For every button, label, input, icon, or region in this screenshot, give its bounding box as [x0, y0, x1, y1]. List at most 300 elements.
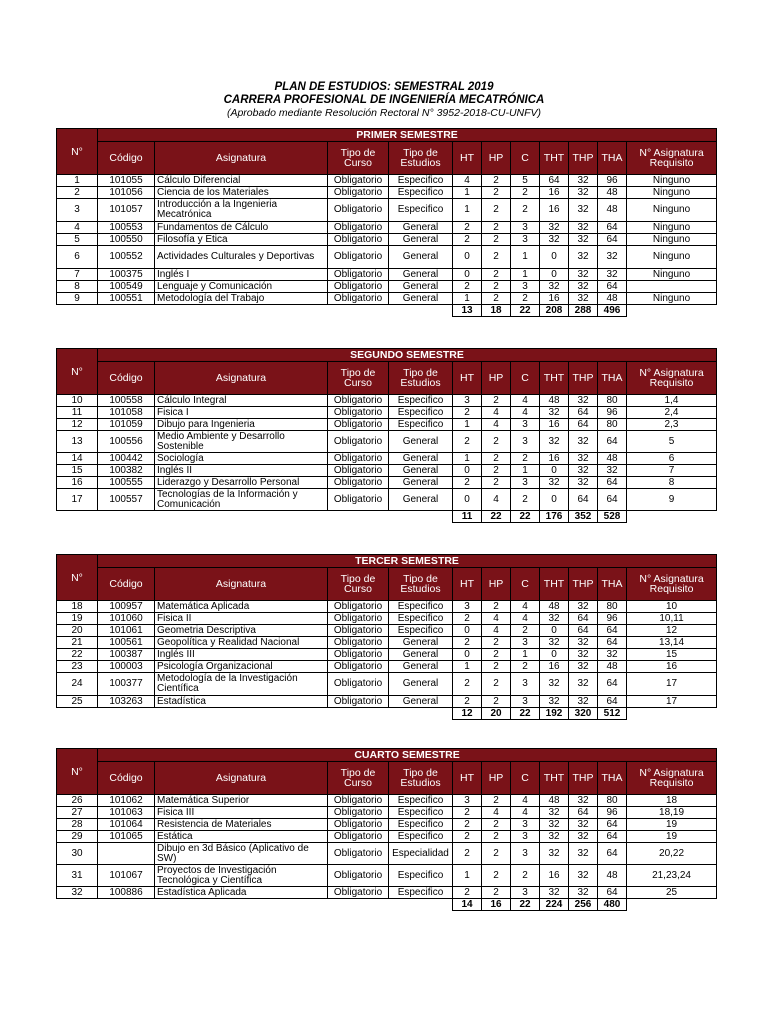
prerequisite: 21,23,24: [627, 865, 717, 887]
credits: 2: [511, 199, 540, 222]
header-hp: HP: [482, 362, 511, 395]
hours-practice: 2: [482, 465, 511, 477]
credits: 1: [511, 649, 540, 661]
course-type: Obligatorio: [328, 625, 389, 637]
row-number: 1: [57, 175, 98, 187]
hours-practice: 2: [482, 175, 511, 187]
total-hours-practice: 32: [569, 293, 598, 305]
total-hours-practice: 32: [569, 887, 598, 899]
row-number: 21: [57, 637, 98, 649]
course-type: Obligatorio: [328, 407, 389, 419]
credits: 3: [511, 637, 540, 649]
total-hours: 64: [598, 673, 627, 696]
hours-practice: 4: [482, 613, 511, 625]
total-hours-theory: 32: [540, 281, 569, 293]
study-type: General: [389, 477, 453, 489]
course-name: Geopolítica y Realidad Nacional: [155, 637, 328, 649]
total-hours-practice: 32: [569, 246, 598, 269]
credits: 5: [511, 175, 540, 187]
total-hours-theory: 32: [540, 431, 569, 453]
total-hours: 80: [598, 395, 627, 407]
credits: 3: [511, 673, 540, 696]
prerequisite: Ninguno: [627, 246, 717, 269]
hours-theory: 2: [453, 819, 482, 831]
total-hours: 64: [598, 431, 627, 453]
header-req: N° Asignatura Requisito: [627, 362, 717, 395]
total-hours-theory: 32: [540, 843, 569, 865]
prerequisite: 1,4: [627, 395, 717, 407]
hours-theory: 2: [453, 477, 482, 489]
course-row: [57, 819, 717, 831]
total-hours-theory: 32: [540, 637, 569, 649]
total-thp: 288: [569, 305, 598, 317]
study-type: Especialidad: [389, 843, 453, 865]
row-number: 29: [57, 831, 98, 843]
total-hours-practice: 32: [569, 199, 598, 222]
study-type: General: [389, 246, 453, 269]
course-code: [98, 843, 155, 865]
total-hours-theory: 32: [540, 887, 569, 899]
course-code: 101067: [98, 865, 155, 887]
course-row: [57, 293, 717, 305]
prerequisite: 15: [627, 649, 717, 661]
header-tht: THT: [540, 362, 569, 395]
header-hp: HP: [482, 142, 511, 175]
total-c: 22: [511, 511, 540, 523]
totals-spacer: [57, 511, 453, 523]
prerequisite: 2,4: [627, 407, 717, 419]
course-name: Fisica III: [155, 807, 328, 819]
hours-theory: 3: [453, 601, 482, 613]
total-hours-practice: 32: [569, 649, 598, 661]
course-name: Fisica I: [155, 407, 328, 419]
header-tipo-estudios: Tipo de Estudios: [389, 568, 453, 601]
semester-title: SEGUNDO SEMESTRE: [98, 349, 717, 362]
header-c: C: [511, 142, 540, 175]
header-codigo: Código: [98, 568, 155, 601]
course-row: [57, 795, 717, 807]
study-type: Especifico: [389, 601, 453, 613]
totals-row: [57, 511, 717, 523]
course-code: 100549: [98, 281, 155, 293]
total-hours-practice: 32: [569, 601, 598, 613]
totals-spacer-end: [627, 511, 717, 523]
total-tht: 224: [540, 899, 569, 911]
plan-title: PLAN DE ESTUDIOS: SEMESTRAL 2019: [274, 81, 494, 93]
course-row: [57, 269, 717, 281]
course-type: Obligatorio: [328, 887, 389, 899]
hours-theory: 2: [453, 281, 482, 293]
hours-practice: 4: [482, 625, 511, 637]
total-hours-practice: 32: [569, 696, 598, 708]
hours-practice: 2: [482, 222, 511, 234]
total-hours-theory: 0: [540, 246, 569, 269]
total-ht: 14: [453, 899, 482, 911]
hours-practice: 2: [482, 453, 511, 465]
totals-spacer: [57, 708, 453, 720]
course-type: Obligatorio: [328, 293, 389, 305]
course-code: 100377: [98, 673, 155, 696]
total-hours-theory: 64: [540, 175, 569, 187]
total-hours: 48: [598, 187, 627, 199]
course-row: [57, 431, 717, 453]
course-type: Obligatorio: [328, 807, 389, 819]
hours-theory: 2: [453, 407, 482, 419]
course-type: Obligatorio: [328, 795, 389, 807]
hours-theory: 2: [453, 222, 482, 234]
row-number: 11: [57, 407, 98, 419]
total-hours-theory: 0: [540, 625, 569, 637]
study-type: Especifico: [389, 613, 453, 625]
hours-theory: 1: [453, 199, 482, 222]
prerequisite: 19: [627, 831, 717, 843]
total-hours-theory: 16: [540, 453, 569, 465]
row-number: 7: [57, 269, 98, 281]
study-type: General: [389, 234, 453, 246]
hours-practice: 2: [482, 795, 511, 807]
total-hours-theory: 16: [540, 199, 569, 222]
course-name: Fisica II: [155, 613, 328, 625]
course-code: 101061: [98, 625, 155, 637]
course-type: Obligatorio: [328, 246, 389, 269]
course-code: 100550: [98, 234, 155, 246]
row-number: 9: [57, 293, 98, 305]
row-number: 15: [57, 465, 98, 477]
hours-theory: 0: [453, 625, 482, 637]
semester-title: CUARTO SEMESTRE: [98, 749, 717, 762]
credits: 3: [511, 819, 540, 831]
course-row: [57, 222, 717, 234]
hours-theory: 2: [453, 887, 482, 899]
total-hours-theory: 0: [540, 649, 569, 661]
study-type: Especifico: [389, 865, 453, 887]
credits: 3: [511, 419, 540, 431]
course-row: [57, 453, 717, 465]
row-number: 28: [57, 819, 98, 831]
semester-title: TERCER SEMESTRE: [98, 555, 717, 568]
prerequisite: 13,14: [627, 637, 717, 649]
total-hours-practice: 32: [569, 175, 598, 187]
study-type: Especifico: [389, 831, 453, 843]
header-n: N°: [57, 129, 98, 175]
total-hours: 96: [598, 407, 627, 419]
total-c: 22: [511, 708, 540, 720]
course-type: Obligatorio: [328, 673, 389, 696]
prerequisite: Ninguno: [627, 175, 717, 187]
row-number: 31: [57, 865, 98, 887]
totals-spacer-end: [627, 899, 717, 911]
hours-theory: 1: [453, 661, 482, 673]
total-hours-practice: 64: [569, 419, 598, 431]
total-thp: 256: [569, 899, 598, 911]
semester-table: [56, 348, 717, 523]
total-hours-theory: 32: [540, 819, 569, 831]
credits: 3: [511, 281, 540, 293]
totals-spacer: [57, 305, 453, 317]
course-name: Geometria Descriptiva: [155, 625, 328, 637]
course-type: Obligatorio: [328, 649, 389, 661]
prerequisite: 19: [627, 819, 717, 831]
course-code: 100556: [98, 431, 155, 453]
study-type: General: [389, 453, 453, 465]
course-type: Obligatorio: [328, 637, 389, 649]
total-hours-theory: 32: [540, 613, 569, 625]
study-type: Especifico: [389, 395, 453, 407]
total-hours: 64: [598, 831, 627, 843]
total-hours-practice: 32: [569, 843, 598, 865]
header-tha: THA: [598, 142, 627, 175]
header-thp: THP: [569, 762, 598, 795]
header-tipo-curso: Tipo de Curso: [328, 568, 389, 601]
total-hours: 64: [598, 637, 627, 649]
total-hours-practice: 32: [569, 477, 598, 489]
header-tha: THA: [598, 568, 627, 601]
course-code: 103263: [98, 696, 155, 708]
course-code: 100003: [98, 661, 155, 673]
total-hours-theory: 32: [540, 807, 569, 819]
prerequisite: 17: [627, 696, 717, 708]
course-name: Cálculo Diferencial: [155, 175, 328, 187]
course-type: Obligatorio: [328, 601, 389, 613]
row-number: 5: [57, 234, 98, 246]
total-hours: 96: [598, 175, 627, 187]
course-row: [57, 234, 717, 246]
row-number: 20: [57, 625, 98, 637]
course-name: Inglés II: [155, 465, 328, 477]
row-number: 22: [57, 649, 98, 661]
study-type: General: [389, 269, 453, 281]
credits: 3: [511, 831, 540, 843]
header-ht: HT: [453, 142, 482, 175]
prerequisite: Ninguno: [627, 222, 717, 234]
prerequisite: Ninguno: [627, 234, 717, 246]
prerequisite: 5: [627, 431, 717, 453]
course-row: [57, 613, 717, 625]
study-type: General: [389, 673, 453, 696]
total-hours: 80: [598, 601, 627, 613]
semester-table: [56, 554, 717, 720]
total-hours: 80: [598, 419, 627, 431]
course-row: [57, 419, 717, 431]
document-header: [0, 81, 768, 119]
hours-theory: 2: [453, 431, 482, 453]
total-hours-theory: 48: [540, 601, 569, 613]
course-name: Proyectos de Investigación Tecnológica y Científica: [155, 865, 328, 887]
credits: 4: [511, 795, 540, 807]
total-hours-theory: 16: [540, 419, 569, 431]
total-ht: 12: [453, 708, 482, 720]
prerequisite: 9: [627, 489, 717, 511]
total-hours: 32: [598, 269, 627, 281]
course-row: [57, 199, 717, 222]
course-code: 100553: [98, 222, 155, 234]
hours-theory: 2: [453, 673, 482, 696]
row-number: 12: [57, 419, 98, 431]
credits: 1: [511, 246, 540, 269]
course-row: [57, 477, 717, 489]
course-name: Dibujo en 3d Básico (Aplicativo de SW): [155, 843, 328, 865]
course-row: [57, 489, 717, 511]
prerequisite: 18: [627, 795, 717, 807]
study-type: General: [389, 293, 453, 305]
course-type: Obligatorio: [328, 819, 389, 831]
total-tha: 512: [598, 708, 627, 720]
course-row: [57, 465, 717, 477]
course-name: Metodología de la Investigación Científica: [155, 673, 328, 696]
total-hours: 64: [598, 489, 627, 511]
row-number: 4: [57, 222, 98, 234]
study-type: Especifico: [389, 819, 453, 831]
total-hours-theory: 32: [540, 234, 569, 246]
course-type: Obligatorio: [328, 831, 389, 843]
row-number: 13: [57, 431, 98, 453]
course-code: 101064: [98, 819, 155, 831]
course-row: [57, 865, 717, 887]
course-name: Metodología del Trabajo: [155, 293, 328, 305]
total-hours: 32: [598, 649, 627, 661]
semester-table: [56, 128, 717, 317]
header-tipo-estudios: Tipo de Estudios: [389, 362, 453, 395]
total-hours-practice: 32: [569, 465, 598, 477]
row-number: 14: [57, 453, 98, 465]
course-code: 101059: [98, 419, 155, 431]
course-code: 101062: [98, 795, 155, 807]
total-hours-theory: 48: [540, 795, 569, 807]
total-hours: 32: [598, 465, 627, 477]
hours-theory: 0: [453, 269, 482, 281]
total-hours-practice: 32: [569, 222, 598, 234]
course-type: Obligatorio: [328, 613, 389, 625]
hours-practice: 2: [482, 819, 511, 831]
total-hours-practice: 32: [569, 819, 598, 831]
credits: 3: [511, 843, 540, 865]
hours-practice: 2: [482, 477, 511, 489]
total-hours-practice: 64: [569, 625, 598, 637]
row-number: 30: [57, 843, 98, 865]
course-row: [57, 407, 717, 419]
total-thp: 320: [569, 708, 598, 720]
course-name: Matemática Superior: [155, 795, 328, 807]
course-code: 101063: [98, 807, 155, 819]
prerequisite: 7: [627, 465, 717, 477]
course-name: Introducción a la Ingenieria Mecatrónica: [155, 199, 328, 222]
career-title: CARRERA PROFESIONAL DE INGENIERÍA MECATRÓNICA: [223, 94, 545, 106]
total-hours: 48: [598, 293, 627, 305]
total-hours-practice: 32: [569, 865, 598, 887]
total-hours: 48: [598, 199, 627, 222]
totals-spacer-end: [627, 305, 717, 317]
header-n: N°: [57, 555, 98, 601]
course-code: 100387: [98, 649, 155, 661]
total-hp: 20: [482, 708, 511, 720]
total-hours-practice: 32: [569, 795, 598, 807]
header-tha: THA: [598, 762, 627, 795]
total-hours: 64: [598, 477, 627, 489]
study-type: General: [389, 465, 453, 477]
total-hours-theory: 0: [540, 489, 569, 511]
course-name: Resistencia de Materiales: [155, 819, 328, 831]
course-row: [57, 661, 717, 673]
total-hours-practice: 32: [569, 187, 598, 199]
row-number: 8: [57, 281, 98, 293]
course-type: Obligatorio: [328, 661, 389, 673]
study-type: Especifico: [389, 795, 453, 807]
total-hours-practice: 32: [569, 234, 598, 246]
prerequisite: 17: [627, 673, 717, 696]
course-type: Obligatorio: [328, 269, 389, 281]
course-name: Ciencia de los Materiales: [155, 187, 328, 199]
totals-row: [57, 899, 717, 911]
row-number: 18: [57, 601, 98, 613]
study-type: General: [389, 696, 453, 708]
header-tipo-curso: Tipo de Curso: [328, 762, 389, 795]
total-hours-practice: 32: [569, 269, 598, 281]
prerequisite: 25: [627, 887, 717, 899]
credits: 4: [511, 395, 540, 407]
total-hours-practice: 32: [569, 395, 598, 407]
hours-theory: 3: [453, 395, 482, 407]
header-req: N° Asignatura Requisito: [627, 142, 717, 175]
credits: 3: [511, 431, 540, 453]
hours-practice: 2: [482, 187, 511, 199]
row-number: 23: [57, 661, 98, 673]
credits: 3: [511, 222, 540, 234]
credits: 2: [511, 453, 540, 465]
hours-practice: 2: [482, 865, 511, 887]
course-code: 100382: [98, 465, 155, 477]
total-hours-practice: 32: [569, 453, 598, 465]
study-type: Especifico: [389, 199, 453, 222]
hours-theory: 2: [453, 843, 482, 865]
credits: 2: [511, 865, 540, 887]
course-type: Obligatorio: [328, 395, 389, 407]
course-name: Medio Ambiente y Desarrollo Sostenible: [155, 431, 328, 453]
prerequisite: Ninguno: [627, 293, 717, 305]
row-number: 32: [57, 887, 98, 899]
hours-practice: 4: [482, 419, 511, 431]
header-tipo-estudios: Tipo de Estudios: [389, 142, 453, 175]
hours-theory: 4: [453, 175, 482, 187]
course-type: Obligatorio: [328, 477, 389, 489]
total-hours-practice: 32: [569, 431, 598, 453]
hours-practice: 2: [482, 601, 511, 613]
credits: 2: [511, 489, 540, 511]
row-number: 10: [57, 395, 98, 407]
header-asignatura: Asignatura: [155, 762, 328, 795]
course-code: 101058: [98, 407, 155, 419]
course-name: Dibujo para Ingenieria: [155, 419, 328, 431]
header-n: N°: [57, 749, 98, 795]
hours-theory: 2: [453, 831, 482, 843]
prerequisite: [627, 281, 717, 293]
header-n: N°: [57, 349, 98, 395]
total-tha: 528: [598, 511, 627, 523]
hours-theory: 0: [453, 246, 482, 269]
total-hours: 32: [598, 246, 627, 269]
course-name: Tecnologías de la Información y Comunicación: [155, 489, 328, 511]
hours-practice: 2: [482, 637, 511, 649]
study-type: General: [389, 431, 453, 453]
total-hours-practice: 32: [569, 831, 598, 843]
course-row: [57, 807, 717, 819]
course-code: 100375: [98, 269, 155, 281]
credits: 3: [511, 696, 540, 708]
hours-practice: 2: [482, 234, 511, 246]
course-code: 100886: [98, 887, 155, 899]
course-row: [57, 187, 717, 199]
credits: 3: [511, 477, 540, 489]
study-type: Especifico: [389, 625, 453, 637]
